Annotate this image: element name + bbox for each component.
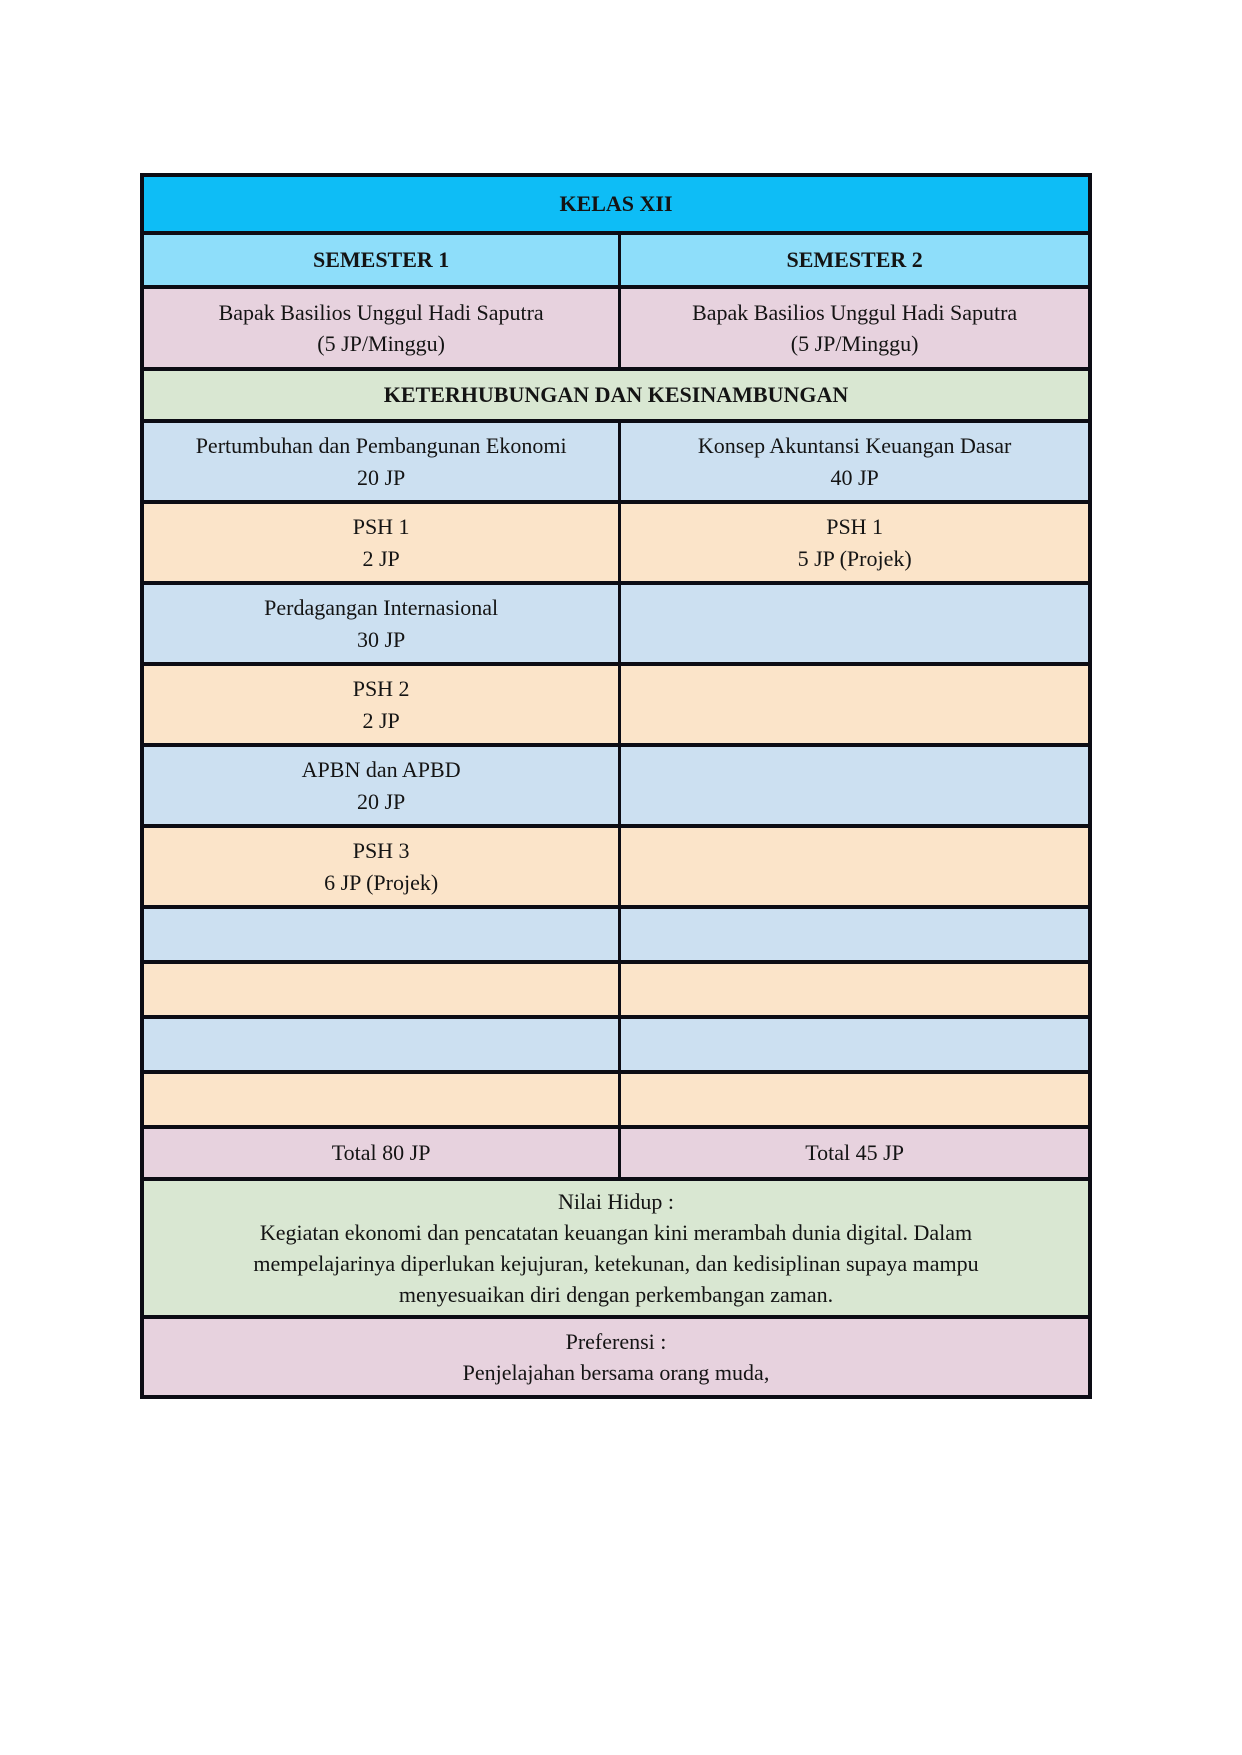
topic-hours: 2 JP <box>362 707 400 733</box>
teacher-load: (5 JP/Minggu) <box>790 331 919 356</box>
topic-title: Konsep Akuntansi Keuangan Dasar <box>697 433 1012 459</box>
nilai-hidup-cell <box>142 1179 1090 1317</box>
total-semester2: Total 45 JP <box>620 1127 1090 1179</box>
section-header: KETERHUBUNGAN DAN KESINAMBUNGAN <box>142 369 1090 421</box>
table-row <box>142 583 1090 664</box>
section-header-row <box>142 369 1090 421</box>
topic-hours: 30 JP <box>356 626 406 652</box>
preferensi-cell <box>142 1317 1090 1397</box>
preferensi-label: Preferensi : <box>565 1328 667 1354</box>
empty-cell-semester2 <box>620 1072 1090 1127</box>
nilai-hidup-label: Nilai Hidup : <box>557 1188 675 1214</box>
topic-cell-semester1 <box>142 826 620 907</box>
empty-cell-semester1 <box>142 962 620 1017</box>
semester-2-header: SEMESTER 2 <box>620 233 1090 287</box>
topic-title: PSH 3 <box>352 838 410 864</box>
topic-hours: 5 JP (Projek) <box>797 545 912 571</box>
topic-cell-semester2 <box>620 583 1090 664</box>
preferensi-text: Penjelajahan bersama orang muda, <box>462 1360 770 1385</box>
total-row <box>142 1127 1090 1179</box>
table-row <box>142 962 1090 1017</box>
class-title-row <box>142 175 1090 233</box>
topic-title: PSH 1 <box>352 514 410 540</box>
topic-title: Perdagangan Internasional <box>264 595 499 621</box>
semester-header-row <box>142 233 1090 287</box>
topic-cell-semester2 <box>620 664 1090 745</box>
topic-title: Pertumbuhan dan Pembangunan Ekonomi <box>195 433 567 459</box>
empty-cell-semester1 <box>142 1072 620 1127</box>
nilai-hidup-text: Kegiatan ekonomi dan pencatatan keuangan kini merambah dunia digital. Dalam mempelajarinya diperlukan kejujuran, ketekunan, dan kedisiplinan supaya mampu menyesuaikan diri dengan perkembangan zaman. <box>253 1219 979 1308</box>
nilai-hidup-row <box>142 1179 1090 1317</box>
preferensi-row <box>142 1317 1090 1397</box>
topic-cell-semester1 <box>142 745 620 826</box>
empty-cell-semester2 <box>620 907 1090 962</box>
empty-cell-semester1 <box>142 907 620 962</box>
table-row <box>142 1017 1090 1072</box>
teacher-cell-semester1 <box>142 287 620 369</box>
topic-cell-semester2 <box>620 826 1090 907</box>
topic-hours: 2 JP <box>362 545 400 571</box>
topic-hours: 6 JP (Projek) <box>324 869 439 895</box>
class-schedule-table <box>140 173 1092 1399</box>
teacher-cell-semester2 <box>620 287 1090 369</box>
empty-cell-semester2 <box>620 1017 1090 1072</box>
table-row <box>142 502 1090 583</box>
class-title: KELAS XII <box>142 175 1090 233</box>
table-row <box>142 664 1090 745</box>
topic-cell-semester1 <box>142 583 620 664</box>
teacher-name: Bapak Basilios Unggul Hadi Saputra <box>218 299 544 325</box>
topic-cell-semester1 <box>142 664 620 745</box>
table-row <box>142 421 1090 502</box>
empty-cell-semester1 <box>142 1017 620 1072</box>
topic-cell-semester2 <box>620 421 1090 502</box>
topic-title: PSH 2 <box>352 676 410 702</box>
table-row <box>142 745 1090 826</box>
semester-1-header: SEMESTER 1 <box>142 233 620 287</box>
table-row <box>142 826 1090 907</box>
topic-cell-semester1 <box>142 502 620 583</box>
topic-cell-semester1 <box>142 421 620 502</box>
empty-cell-semester2 <box>620 962 1090 1017</box>
table-row <box>142 907 1090 962</box>
topic-hours: 40 JP <box>830 464 879 490</box>
table-row <box>142 1072 1090 1127</box>
topic-hours: 20 JP <box>356 464 406 490</box>
total-semester1: Total 80 JP <box>142 1127 620 1179</box>
teacher-name: Bapak Basilios Unggul Hadi Saputra <box>692 299 1018 325</box>
topic-hours: 20 JP <box>356 788 406 814</box>
topic-title: APBN dan APBD <box>301 757 461 783</box>
topic-cell-semester2 <box>620 745 1090 826</box>
teacher-row <box>142 287 1090 369</box>
teacher-load: (5 JP/Minggu) <box>317 331 446 356</box>
topic-cell-semester2 <box>620 502 1090 583</box>
topic-title: PSH 1 <box>826 514 884 540</box>
